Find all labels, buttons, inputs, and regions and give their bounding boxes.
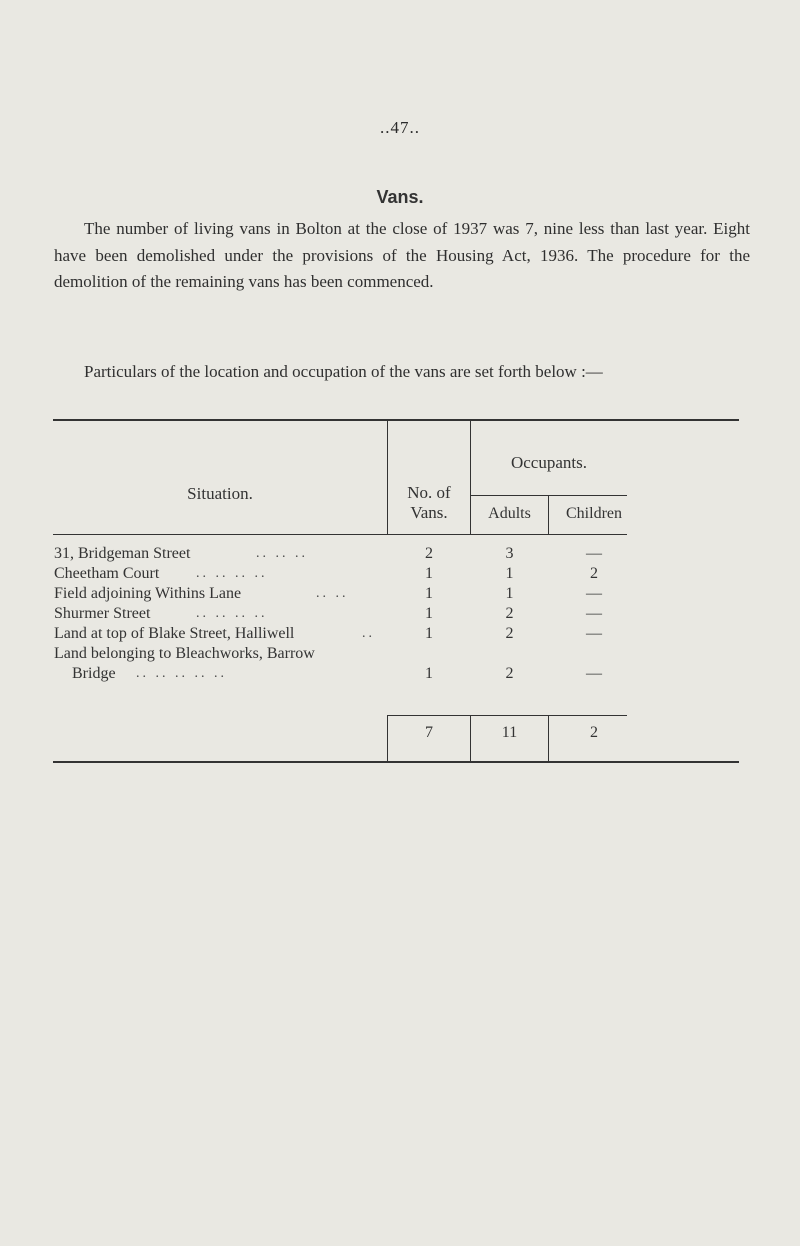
row-adults: 1 bbox=[505, 585, 514, 602]
row-situation: Field adjoining Withins Lane bbox=[54, 585, 242, 602]
total-vans: 7 bbox=[425, 724, 433, 741]
row-adults: 2 bbox=[505, 605, 514, 622]
row-situation-line1: Land belonging to Bleachworks, Barrow bbox=[54, 645, 315, 662]
row-children: — bbox=[586, 665, 602, 682]
row-children: — bbox=[586, 605, 602, 622]
section-heading: Vans. bbox=[376, 187, 424, 207]
row-situation: Shurmer Street bbox=[54, 605, 151, 622]
row-vans: 1 bbox=[425, 585, 433, 602]
dot-leaders: .. bbox=[362, 626, 375, 641]
dot-leaders: .. .. .. .. bbox=[196, 606, 268, 621]
row-children: 2 bbox=[590, 565, 598, 582]
row-adults: 3 bbox=[505, 545, 514, 562]
row-children: — bbox=[586, 625, 602, 642]
paragraph-intro: The number of living vans in Bolton at the close of 1937 was 7, nine less than last year. Eight have been demolished under the provisions of the Housing Act, 1936. The procedure for the demolition of the remaining vans has been commenced. bbox=[54, 219, 750, 291]
row-adults: 2 bbox=[505, 625, 514, 642]
dot-leaders: .. .. bbox=[316, 586, 349, 601]
row-vans: 1 bbox=[425, 605, 433, 622]
row-vans: 1 bbox=[425, 665, 433, 682]
header-bottom-rule bbox=[53, 534, 627, 535]
dot-leaders: .. .. .. .. .. bbox=[136, 666, 227, 681]
row-situation: Cheetham Court bbox=[54, 565, 160, 582]
row-adults: 1 bbox=[505, 565, 514, 582]
paragraph-particulars: Particulars of the location and occupation of the vans are set forth below :— bbox=[84, 362, 603, 381]
row-adults: 2 bbox=[505, 665, 514, 682]
row-vans: 2 bbox=[425, 545, 433, 562]
row-situation: Land at top of Blake Street, Halliwell bbox=[54, 625, 295, 642]
total-adults: 11 bbox=[501, 724, 518, 741]
dot-leaders: .. .. .. .. bbox=[196, 566, 268, 581]
table-bottom-rule bbox=[53, 761, 739, 763]
row-situation: 31, Bridgeman Street bbox=[54, 545, 191, 562]
header-adults: Adults bbox=[488, 505, 531, 522]
dot-leaders: .. .. .. bbox=[256, 546, 308, 561]
row-vans: 1 bbox=[425, 565, 433, 582]
header-occupants: Occupants. bbox=[510, 453, 587, 472]
page-number: ..47.. bbox=[380, 118, 420, 137]
header-vans-line1: No. of bbox=[407, 483, 451, 502]
header-situation: Situation. bbox=[187, 484, 253, 503]
row-vans: 1 bbox=[425, 625, 433, 642]
total-top-rule bbox=[388, 715, 627, 716]
table-top-rule bbox=[53, 419, 739, 421]
header-children: Children bbox=[566, 505, 622, 522]
header-vans-line2: Vans. bbox=[410, 503, 448, 522]
total-children: 2 bbox=[590, 724, 598, 741]
row-children: — bbox=[586, 585, 602, 602]
row-situation-line2: Bridge bbox=[72, 665, 116, 682]
row-children: — bbox=[586, 545, 602, 562]
